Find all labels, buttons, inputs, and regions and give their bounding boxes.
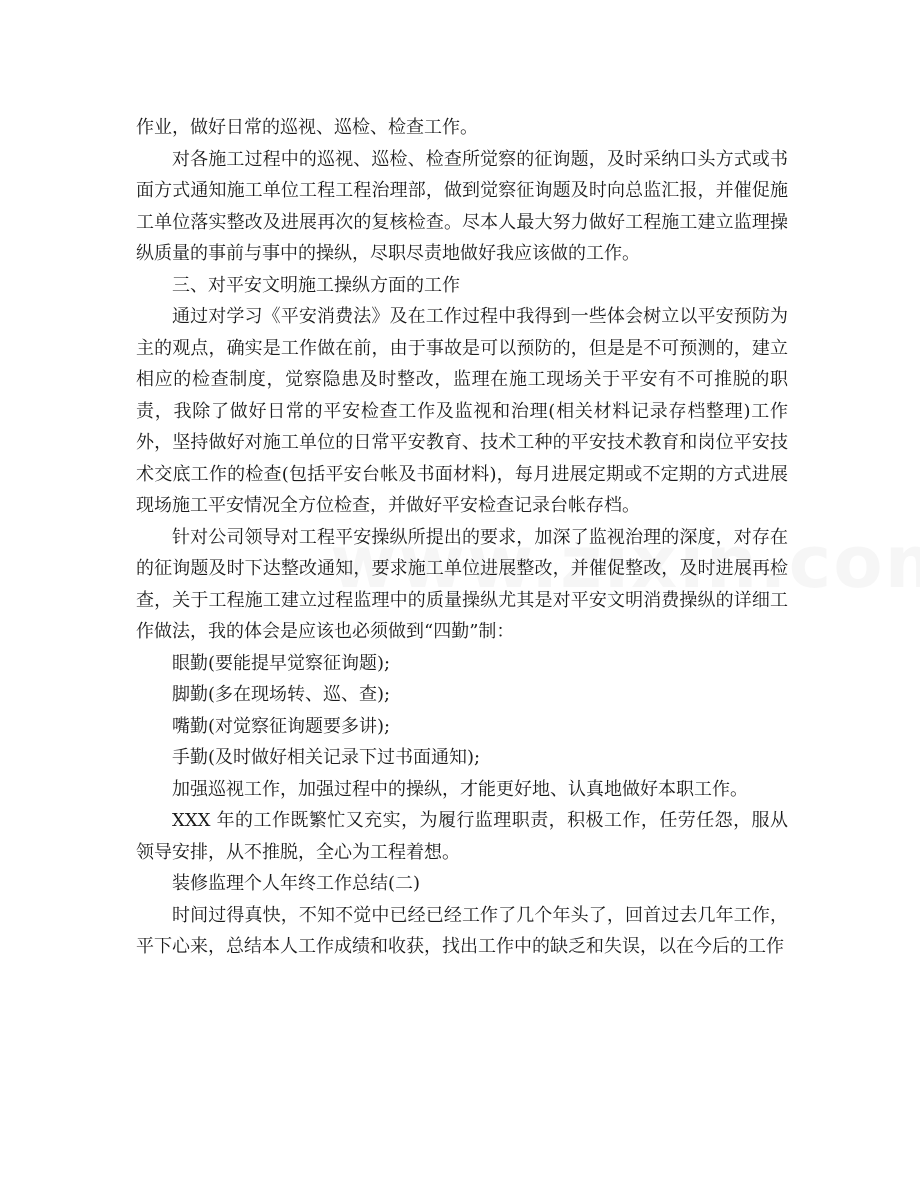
section-title-2: 装修监理个人年终工作总结(二): [172, 873, 421, 894]
document-body: [136, 112, 788, 963]
paragraph-13: 时间过得真快，不知不觉中已经已经工作了几个年头了，回首过去几年工作，平下心来，总结本人工作成绩和收获，找出工作中的缺乏和失误，以在今后的工作: [136, 904, 788, 957]
paragraph-11: XXX 年的工作既繁忙又充实，为履行监理职责，积极工作，任劳任怨，服从领导安排，从不推脱，全心为工程着想。: [136, 810, 788, 863]
list-item-eye: 眼勤(要能提早觉察征询题);: [172, 652, 391, 674]
paragraph-1: 作业，做好日常的巡视、巡检、检查工作。: [136, 117, 478, 138]
paragraph-5: 针对公司领导对工程平安操纵所提出的要求，加深了监视治理的深度，对存在的征询题及时下达整改通知，要求施工单位进展整改，并催促整改，及时进展再检查，关于工程施工建立过程监理中的质量操纵尤其是对平安文明消费操纵的详细工作做法，我的体会是应该也必须做到“四勤”制：: [136, 526, 788, 642]
paragraph-10: 加强巡视工作，加强过程中的操纵，才能更好地、认真地做好本职工作。: [172, 778, 748, 800]
section-heading-3: 三、对平安文明施工操纵方面的工作: [172, 274, 460, 296]
list-item-foot: 脚勤(多在现场转、巡、查);: [172, 684, 391, 705]
paragraph-4: 通过对学习《平安消费法》及在工作过程中我得到一些体会树立以平安预防为主的观点，确实是工作做在前，由于事故是可以预防的，但是是不可预测的，建立相应的检查制度，觉察隐患及时整改，监理在施工现场关于平安有不可推脱的职责，我除了做好日常的平安检查工作及监视和治理(相关材料记录存档整理)工作外，坚持做好对施工单位的日常平安教育、技术工种的平安技术教育和岗位平安技术交底工作的检查(包括平安台帐及书面材料)，每月进展定期或不定期的方式进展现场施工平安情况全方位检查，并做好平安检查记录台帐存档。: [136, 306, 788, 516]
paragraph-2: 对各施工过程中的巡视、巡检、检查所觉察的征询题，及时采纳口头方式或书面方式通知施工单位工程工程治理部，做到觉察征询题及时向总监汇报，并催促施工单位落实整改及进展再次的复核检查。尽本人最大努力做好工程施工建立监理操纵质量的事前与事中的操纵，尽职尽责地做好我应该做的工作。: [136, 148, 788, 264]
list-item-hand: 手勤(及时做好相关记录下过书面通知);: [172, 747, 481, 768]
list-item-mouth: 嘴勤(对觉察征询题要多讲);: [172, 715, 391, 737]
